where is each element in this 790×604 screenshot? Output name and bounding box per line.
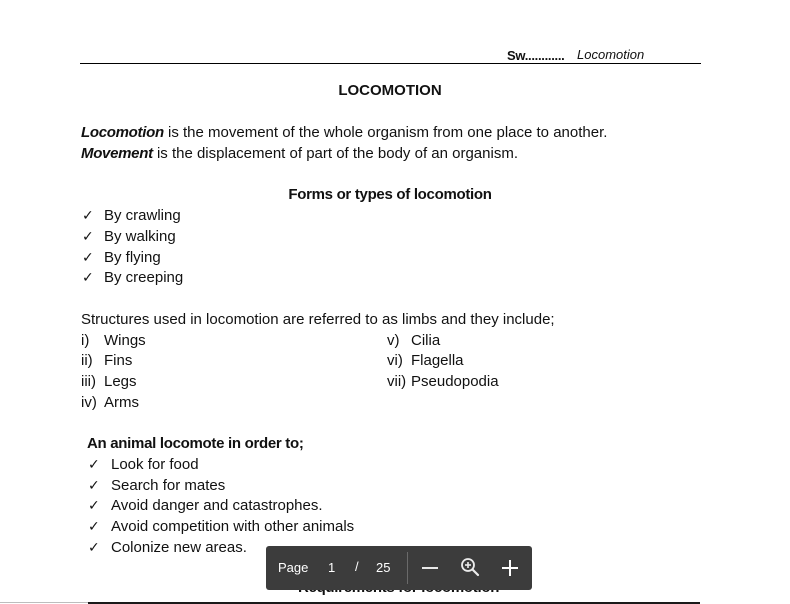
page-separator: / [355,559,359,574]
list-item: Arms [104,394,139,411]
list-item: By flying [104,249,161,266]
definition-term: Locomotion [81,124,164,141]
zoom-in-button[interactable] [500,558,520,578]
structures-intro: Structures used in locomotion are referred to as limbs and they include; [81,311,555,328]
check-icon: ✓ [82,269,94,285]
list-number: ii) [81,352,93,369]
list-item: Legs [104,373,137,390]
check-icon: ✓ [82,207,94,223]
list-number: iv) [81,394,97,411]
list-item: Wings [104,332,146,349]
definition-text: is the movement of the whole organism from one place to another. [163,124,608,141]
header-rule [80,63,701,64]
definition-text: is the displacement of part of the body of an organism. [152,145,518,162]
definition-locomotion [81,123,607,143]
list-item: By walking [104,228,176,245]
list-number: vii) [387,373,407,390]
list-item: Fins [104,352,133,369]
current-page-input[interactable]: 1 [328,560,336,575]
check-icon: ✓ [88,456,100,472]
reasons-heading: An animal locomote in order to; [87,435,304,452]
list-item: Search for mates [111,477,226,494]
toolbar-divider [407,552,408,584]
zoom-fit-icon[interactable] [460,557,480,577]
list-item: Avoid danger and catastrophes. [111,497,323,514]
list-item: Colonize new areas. [111,539,247,556]
definition-term: Movement [81,145,153,162]
total-pages: 25 [376,560,391,575]
page-label: Page [278,560,309,575]
check-icon: ✓ [88,539,100,555]
list-item: Pseudopodia [411,373,499,390]
check-icon: ✓ [88,518,100,534]
list-number: i) [81,332,90,349]
forms-heading: Forms or types of locomotion [288,186,492,203]
header-school: Sw............ [507,48,565,63]
list-number: v) [387,332,400,349]
header-topic: Locomotion [577,47,645,62]
list-item: By creeping [104,269,184,286]
list-item: Look for food [111,456,199,473]
definition-movement [81,144,518,164]
list-item: By crawling [104,207,181,224]
list-item: Cilia [411,332,441,349]
list-number: vi) [387,352,403,369]
list-item: Avoid competition with other animals [111,518,355,535]
check-icon: ✓ [82,249,94,265]
zoom-out-button[interactable] [422,567,438,569]
check-icon: ✓ [88,497,100,513]
list-number: iii) [81,373,96,390]
check-icon: ✓ [88,477,100,493]
page-title: LOCOMOTION [338,82,442,99]
list-item: Flagella [411,352,464,369]
page-edge [0,602,88,603]
check-icon: ✓ [82,228,94,244]
pdf-page-toolbar [266,546,532,590]
